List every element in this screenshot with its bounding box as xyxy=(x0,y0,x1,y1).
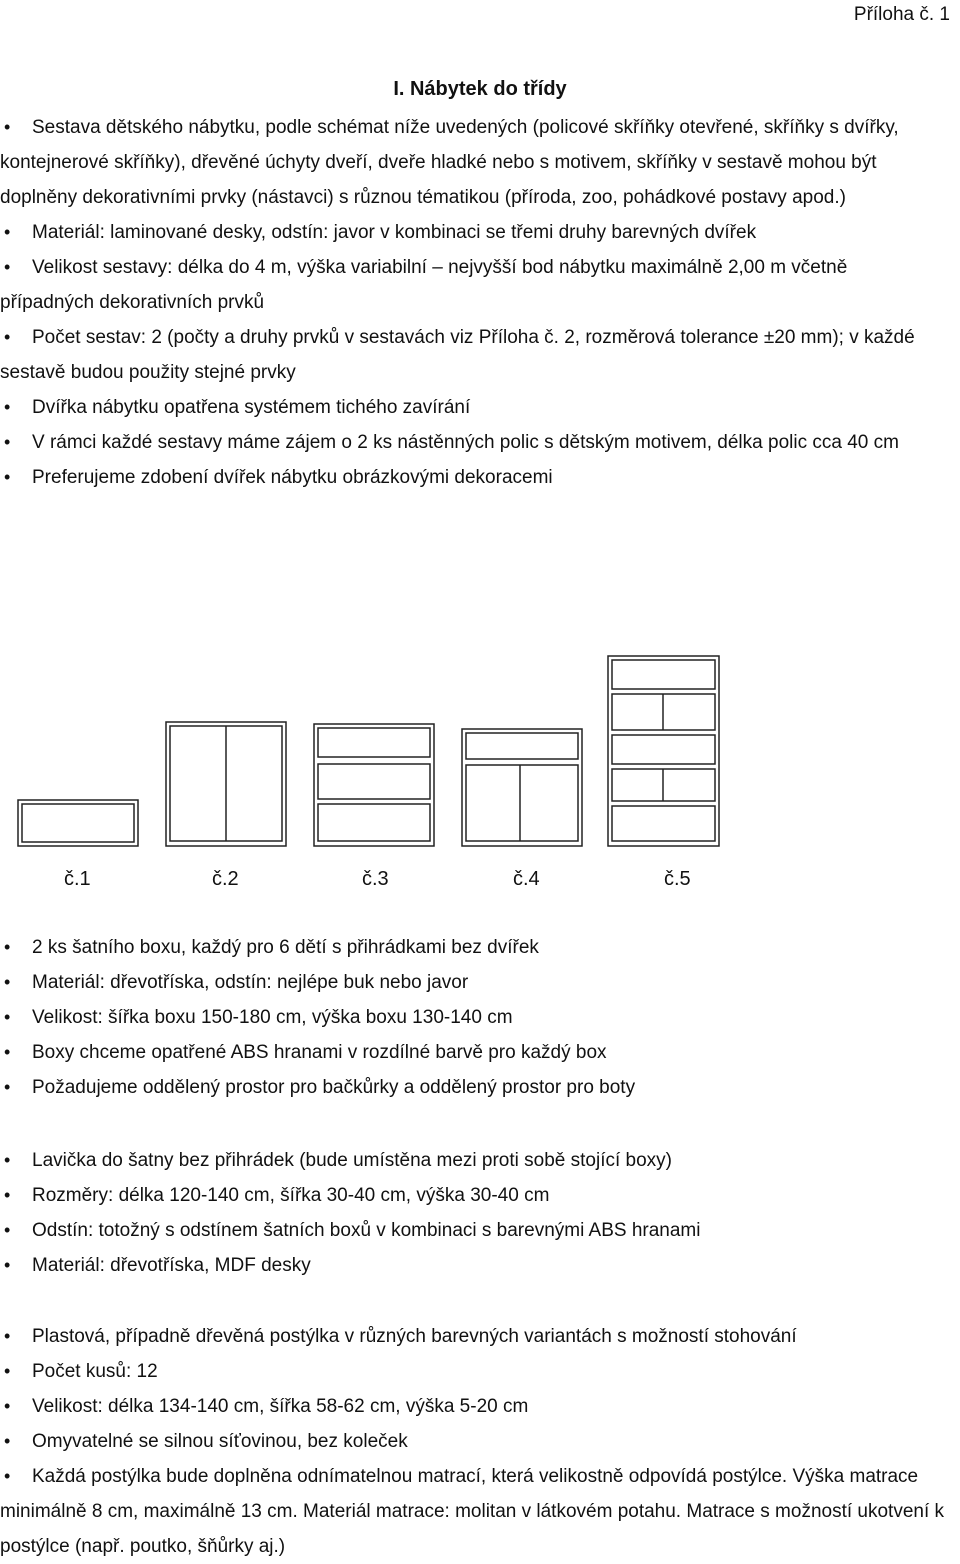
figure-label-5: č.5 xyxy=(664,868,691,890)
list-item: • Odstín: totožný s odstínem šatních boxů v kombinaci s barevnými ABS hranami xyxy=(4,1220,701,1241)
cabinet-5-figure xyxy=(608,656,719,846)
list-item: • Materiál: dřevotříska, MDF desky xyxy=(4,1255,311,1276)
bullet-list-furniture xyxy=(0,110,945,495)
list-item: • Materiál: dřevotříska, odstín: nejlépe buk nebo javor xyxy=(4,972,469,993)
cabinet-3-figure xyxy=(314,724,434,846)
cabinet-4-figure xyxy=(462,729,582,846)
list-item: • Požadujeme oddělený prostor pro bačkůrky a oddělený prostor pro boty xyxy=(4,1077,636,1098)
list-item: • Velikost: délka 134-140 cm, šířka 58-62 cm, výška 5-20 cm xyxy=(4,1396,529,1417)
list-item: • Materiál: laminované desky, odstín: javor v kombinaci se třemi druhy barevných dvířek xyxy=(4,222,757,243)
cabinet-2-figure xyxy=(166,722,286,846)
page-label: Příloha č. 1 xyxy=(853,4,950,25)
list-item: • Omyvatelné se silnou síťovinou, bez koleček xyxy=(4,1431,408,1452)
list-item: • Lavička do šatny bez přihrádek (bude umístěna mezi proti sobě stojící boxy) xyxy=(4,1150,672,1171)
list-item: • Počet kusů: 12 xyxy=(4,1361,158,1382)
furniture-schematics xyxy=(0,650,960,900)
list-item: • Velikost sestavy: délka do 4 m, výška variabilní – nejvyšší bod nábytku maximálně 2,00 m včetně případných dekorativních prvků xyxy=(0,257,848,313)
list-item: • Rozměry: délka 120-140 cm, šířka 30-40 cm, výška 30-40 cm xyxy=(4,1185,550,1206)
bullet-list-cot xyxy=(0,1319,945,1564)
bullet-list-wardrobe xyxy=(0,930,945,1105)
list-item: • Boxy chceme opatřené ABS hranami v rozdílné barvě pro každý box xyxy=(4,1042,607,1063)
list-item: • Preferujeme zdobení dvířek nábytku obrázkovými dekoracemi xyxy=(4,467,553,488)
figure-label-2: č.2 xyxy=(212,868,239,890)
list-item: • Sestava dětského nábytku, podle schémat níže uvedených (policové skříňky otevřené, skříňky s dvířky, kontejnerové skříňky), dřevěné úchyty dveří, dveře hladké nebo s motivem, skříňky v sestavě mohou být doplněny dekorativními prvky (nástavci) s různou tématikou (příroda, zoo, pohádkové postavy apod.) xyxy=(0,117,899,208)
list-item: • Každá postýlka bude doplněna odnímatelnou matrací, která velikostně odpovídá postýlce. Výška matrace minimálně 8 cm, maximálně 13 cm. Materiál matrace: molitan v látkovém potahu. Matrace s možností ukotvení k postýlce (např. poutko, šňůrky aj.) xyxy=(0,1466,945,1557)
figure-label-4: č.4 xyxy=(513,868,540,890)
bullet-list-bench xyxy=(0,1143,945,1283)
list-item: • Dvířka nábytku opatřena systémem tichého zavírání xyxy=(4,397,471,418)
cabinet-1-figure xyxy=(18,800,138,846)
list-item: • Plastová, případně dřevěná postýlka v různých barevných variantách s možností stohování xyxy=(4,1326,797,1347)
figure-label-3: č.3 xyxy=(362,868,389,890)
section-heading: I. Nábytek do třídy xyxy=(393,78,567,100)
list-item: • Velikost: šířka boxu 150-180 cm, výška boxu 130-140 cm xyxy=(4,1007,513,1028)
list-item: • 2 ks šatního boxu, každý pro 6 dětí s přihrádkami bez dvířek xyxy=(4,937,539,958)
list-item: • Počet sestav: 2 (počty a druhy prvků v sestavách viz Příloha č. 2, rozměrová tolerance ±20 mm); v každé sestavě budou použity stejné prvky xyxy=(0,327,915,383)
list-item: • V rámci každé sestavy máme zájem o 2 ks nástěnných polic s dětským motivem, délka polic cca 40 cm xyxy=(4,432,899,453)
figure-label-1: č.1 xyxy=(64,868,91,890)
